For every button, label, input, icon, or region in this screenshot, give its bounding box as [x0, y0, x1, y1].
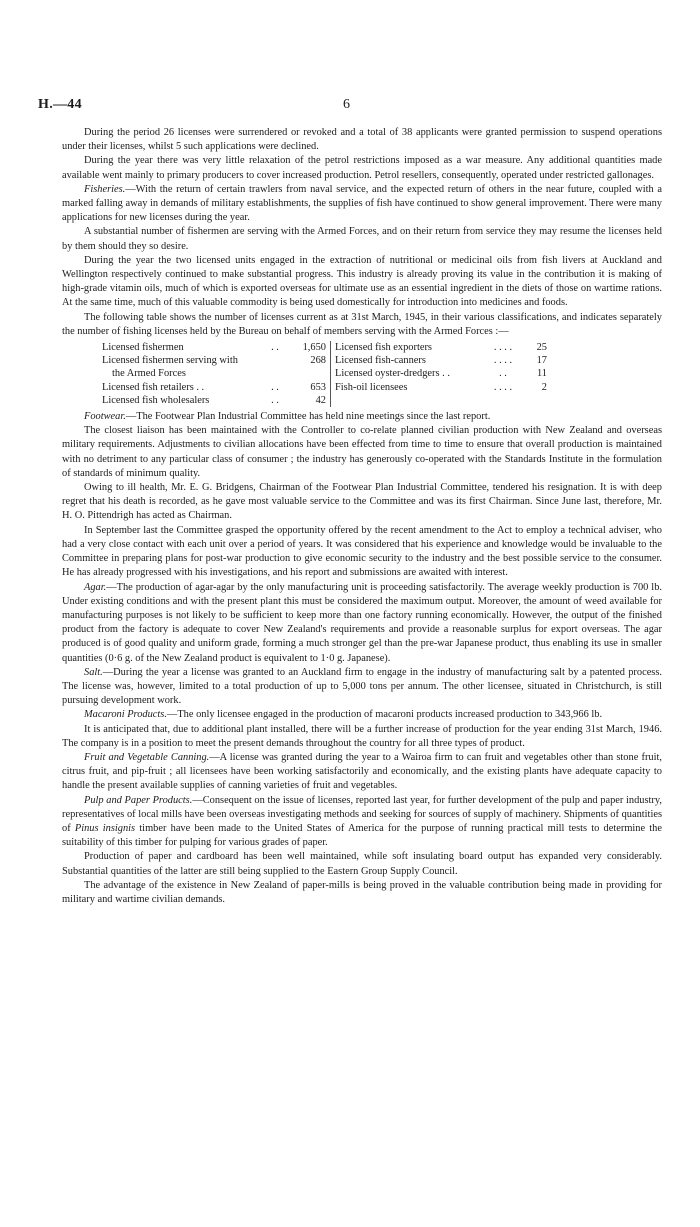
page-number: 6: [343, 97, 350, 112]
paragraph: The closest liaison has been maintained with the Controller to co-relate planned civilian production with New Zealand and overseas military requirements. Adjustments to civilian allocations have been effected from time to time to ensure that overall production is maintained with no detriment to any particular class of consumer ; the industry has generously co-operated with the Standards Institute in the formulation of standards of minimum quality.: [62, 425, 662, 479]
section-heading: Agar.: [84, 581, 107, 593]
table-cell: Licensed fish retailers . .: [102, 381, 205, 393]
section-heading: Pulp and Paper Products.: [84, 794, 193, 806]
table-cell: Fish-oil licensees: [335, 381, 408, 393]
leader-dots: . .: [271, 381, 279, 393]
table-row: [102, 394, 547, 407]
section-text: —With the return of certain trawlers from naval service, and the expected return of others in the near future, coupled with a marked falling away in demands of military establishments, the supplies of fish have continued to show general improvement. There were many applications for new licenses during the year.: [62, 183, 662, 224]
paragraph: During the period 26 licenses were surrendered or revoked and a total of 38 applicants were granted permission to suspend operations under their licenses, whilst 5 such applications were declined.: [62, 127, 662, 153]
table-cell: 268: [286, 354, 331, 367]
leader-dots: . .: [271, 342, 279, 354]
paragraph: During the year there was very little relaxation of the petrol restrictions imposed as a war measure. Any additional quantities made available went mainly to primary producers to cover increased production. Petrol resellers, consequently, operated under restricted gallonages.: [62, 155, 662, 181]
table-cell: 17: [536, 355, 547, 367]
section-text: —The only licensee engaged in the production of macaroni products increased production to 343,966 lb.: [166, 709, 603, 721]
leader-dots: . .: [499, 368, 507, 380]
table-row: [102, 354, 547, 367]
section-text: —The Footwear Plan Industrial Committee has held nine meetings since the last report.: [125, 411, 491, 423]
table-cell: Licensed fish wholesalers: [102, 394, 210, 406]
table-cell: Licensed fish exporters: [335, 342, 432, 354]
section-text: —Consequent on the issue of licenses, reported last year, for further development of the pulp and paper industry, representatives of local mills have been overseas investigating methods and seeking for sources of supply of machinery. Shipments of quantities of: [62, 794, 662, 834]
table-cell: 25: [536, 342, 547, 354]
table-cell: 653: [286, 381, 331, 394]
paragraph-salt: [62, 666, 662, 709]
table-row: [102, 367, 547, 380]
paragraph: It is anticipated that, due to additional plant installed, there will be a further increase of production for the year ending 31st March, 1946. The company is in a position to meet the present demands throughout the country for all three types of product.: [62, 723, 662, 749]
paragraph: In September last the Committee grasped the opportunity offered by the recent amendment to the Act to employ a technical adviser, who had a very close contact with each unit over a period of years. It was considered that his experience and knowledge would be invaluable to the Committee in preparing plans for post-war production to give economic security to the industry and the best possible service to the consumer. He has already progressed with his investigations, and his report and submissions are awaited with interest.: [62, 524, 662, 579]
table-cell: 1,650: [286, 341, 331, 354]
paragraph: The advantage of the existence in New Zealand of paper-mills is being proved in the valuable contribution being made in providing for military and wartime civilian demands.: [62, 879, 662, 905]
table-cell: Licensed fish-canners: [335, 355, 426, 367]
table-cell: Licensed oyster-dredgers . .: [335, 368, 450, 380]
section-heading: Macaroni Products.: [84, 709, 167, 721]
table-cell: Licensed fishermen serving with: [102, 355, 238, 367]
paragraph: Production of paper and cardboard has been well maintained, while soft insulating board output has expanded very considerably. Substantial quantities of the latter are still being supplied to the Eastern Group Supply Council.: [62, 851, 662, 877]
paragraph: A substantial number of fishermen are serving with the Armed Forces, and on their return from service they may resume the licenses held by them should they so desire.: [62, 226, 662, 252]
paragraph-agar: [62, 581, 662, 666]
table-cell: 2: [541, 381, 547, 393]
paragraph: Owing to ill health, Mr. E. G. Bridgens, Chairman of the Footwear Plan Industrial Committee, tendered his resignation. It is with deep regret that his death is recorded, as he gave most valuable service to the Committee and was its first Chairman. Since June last, therefore, Mr. H. O. Pittendrigh has acted as Chairman.: [62, 482, 662, 522]
paragraph-macaroni: [62, 708, 662, 722]
leader-dots: [264, 354, 286, 367]
table-cell: [521, 394, 547, 407]
section-text: —A license was granted during the year to a Wairoa firm to can fruit and vegetables other than stone fruit, citrus fruit, and pip-fruit ; all licensees have been working satisfactorily and economically, and the existing plants have adequate capacity to handle the present available supplies of canning varieties of fruit and vegetables.: [62, 751, 662, 792]
section-text: —During the year a license was granted to an Auckland firm to engage in the industry of manufacturing salt by a patented process. The license was, however, limited to a total production of up to 5,000 tons per annum. The other licensee, situated in Christchurch, is still pursuing development work.: [62, 666, 662, 707]
leader-dots: . .: [271, 394, 279, 406]
leader-dots: . . . .: [493, 355, 513, 367]
table-cell: Licensed fishermen: [102, 342, 184, 354]
paragraph: The following table shows the number of licenses current as at 31st March, 1945, in their various classifications, and indicates separately the number of fishing licenses held by the Bureau on behalf of members serving with the Armed Forces :—: [62, 311, 662, 337]
section-heading: Salt.: [84, 666, 103, 678]
paragraph: During the year the two licensed units engaged in the extraction of nutritional or medicinal oils from fish livers at Auckland and Wellington respectively continued to make substantial progress. This industry is already proving its value in the contribution it is making of high-grade vitamin oils, much of which is exported overseas for ultimate use as an essential ingredient in the diets of those on wartime rations. At the same time, much of this valuable commodity is being used domestically for introduction into medicines and foods.: [62, 254, 662, 309]
section-heading: Footwear.: [84, 411, 126, 423]
section-heading: Fisheries.: [84, 183, 126, 195]
section-text: timber have been made to the United States of America for the purpose of running practical mill tests to determine the suitability of this timber for pulping for various grades of paper.: [62, 822, 662, 849]
table-cell: the Armed Forces: [112, 368, 186, 380]
paragraph-fruit: [62, 751, 662, 794]
table-cell: 11: [536, 368, 547, 380]
paragraph-fisheries: [62, 183, 662, 226]
paragraph-footwear: [62, 410, 662, 424]
section-text: —The production of agar-agar by the only manufacturing unit is proceeding satisfactorily. The average weekly production is 700 lb. Under existing conditions and with the present plant this must be considered the maximum output. Moreover, the amount of weed available for manufacturing purposes is not likely to be sufficient to keep more than one factory running economically. However, the output of the finished product from the factory is adequate to cover New Zealand's requirements and provide a reasonable surplus for export overseas. The agar produced is of good quality and uniform grade, forming a much stronger gel than the pre-war Japanese product, thus enabling its use in smaller quantities (0·6 g. of the New Zealand product is equivalent to 1·0 g. Japanese).: [62, 581, 662, 664]
table-row: [102, 341, 547, 354]
leader-dots: [485, 394, 521, 407]
leader-dots: . . . .: [493, 381, 513, 393]
table-cell: 42: [286, 394, 331, 407]
license-table: [102, 341, 547, 407]
paragraph-pulp: [62, 794, 662, 851]
table-row: [102, 381, 547, 394]
leader-dots: . . . .: [493, 342, 513, 354]
body-text: [62, 126, 662, 907]
report-code: H.—44: [38, 97, 82, 112]
table-cell: [331, 394, 486, 407]
table-cell: [286, 367, 331, 380]
leader-dots: [264, 367, 286, 380]
section-heading: Fruit and Vegetable Canning.: [84, 751, 210, 763]
species-name: Pinus insignis: [74, 822, 136, 834]
